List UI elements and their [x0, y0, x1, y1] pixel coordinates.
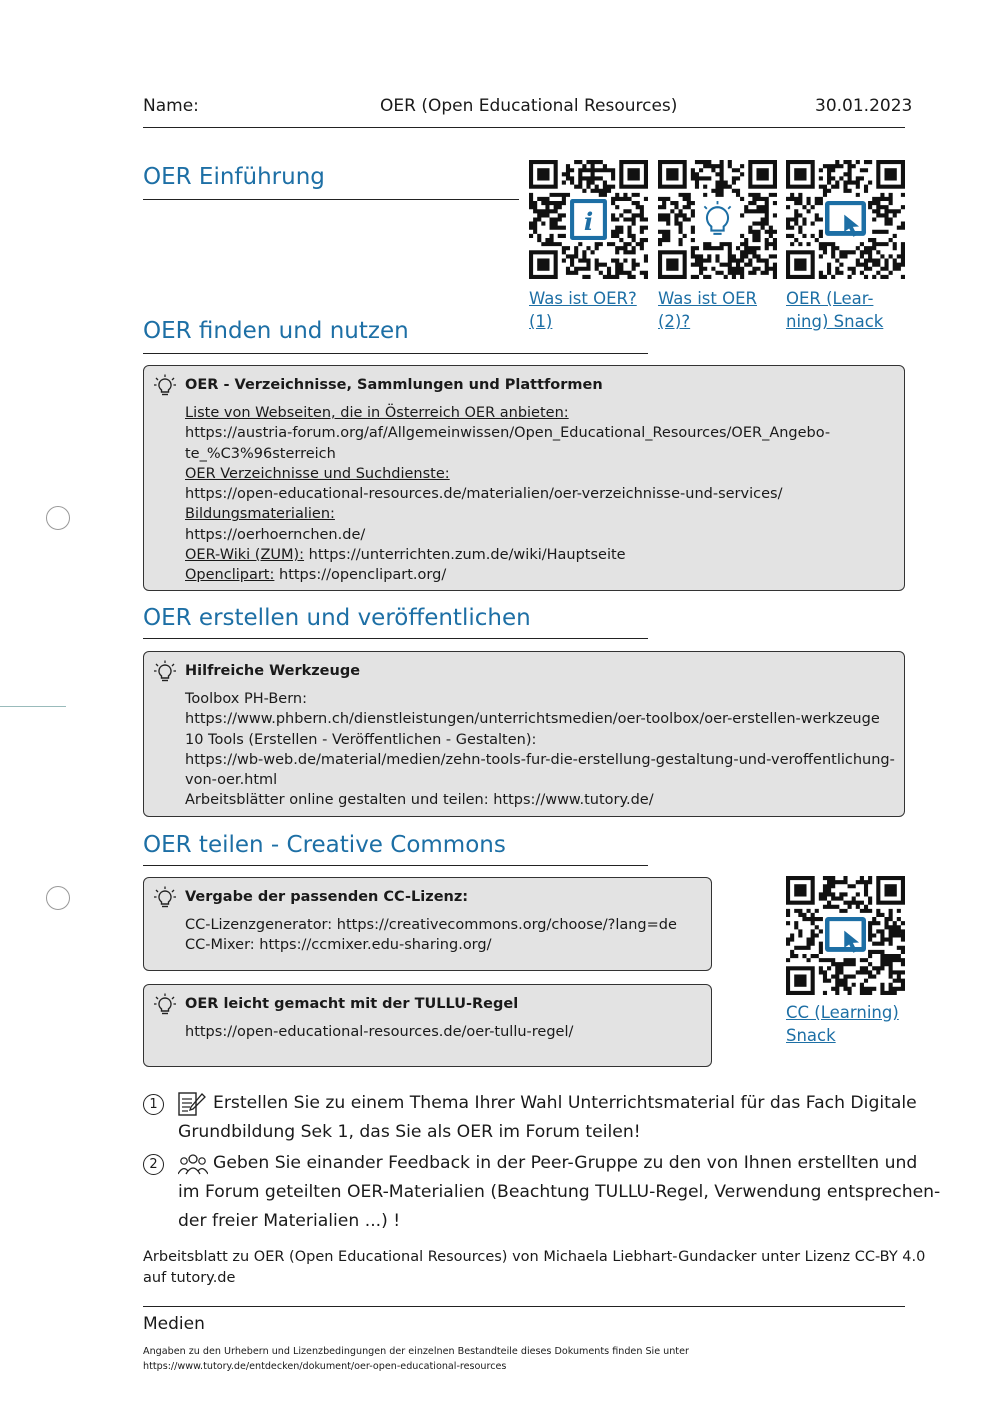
qr-link-oer-learning-snack[interactable]: OER (Lear- ning) Snack: [786, 289, 884, 331]
qr-code[interactable]: [786, 160, 905, 279]
url-austria-forum[interactable]: https://austria-forum.org/af/Allgemeinwissen/Open_Educational_Resources/OER_Angebo-: [185, 425, 831, 442]
section-rule: [143, 638, 648, 639]
url-wb-web-cont[interactable]: von-oer.html: [185, 772, 278, 789]
tutory-line[interactable]: Arbeitsblätter online gestalten und teilen: https://www.tutory.de/: [185, 792, 654, 809]
label-education-materials: Bildungsmaterialien:: [185, 506, 335, 523]
url-phbern[interactable]: https://www.phbern.ch/dienstleistungen/unterrichtsmedien/oer-toolbox/oer-erstellen-werkzeuge: [185, 711, 880, 728]
qr-code[interactable]: [658, 160, 777, 279]
media-title: Medien: [143, 1314, 205, 1334]
label-directories: OER Verzeichnisse und Suchdienste:: [185, 465, 450, 482]
section-rule: [143, 199, 519, 200]
lightbulb-icon: [154, 886, 176, 910]
box-title: Vergabe der passenden CC-Lizenz:: [185, 889, 469, 905]
section-title-find: OER finden und nutzen: [143, 318, 409, 344]
lightbulb-icon: [154, 660, 176, 684]
label-austria-list: Liste von Webseiten, die in Österreich OER anbieten:: [185, 405, 569, 421]
task-number: 2: [143, 1154, 164, 1175]
box-title: OER - Verzeichnisse, Sammlungen und Plattformen: [185, 377, 603, 393]
qr-link-what-is-oer-2[interactable]: Was ist OER (2)?: [658, 289, 757, 331]
header-rule: [143, 127, 905, 128]
label-oer-wiki: OER-Wiki (ZUM):: [185, 547, 305, 564]
name-label: Name:: [143, 96, 199, 116]
url-openclipart[interactable]: https://openclipart.org/: [279, 567, 447, 584]
qr-link-what-is-oer-1[interactable]: Was ist OER? (1): [529, 289, 637, 331]
box-content: [185, 689, 895, 811]
svg-text:i: i: [583, 206, 594, 236]
box-title: OER leicht gemacht mit der TULLU-Regel: [185, 996, 519, 1012]
lightbulb-icon: [154, 993, 176, 1017]
footer-rule: [143, 1306, 905, 1307]
section-title-intro: OER Einführung: [143, 164, 325, 190]
punch-hole-mark: [46, 506, 70, 530]
media-note: Angaben zu den Urhebern und Lizenzbedingungen der einzelnen Bestandteile dieses Dokuments finden Sie unter https://www.tutory.de/entdecken/dokument/oer-open-educational-resources: [143, 1346, 689, 1372]
section-title-share: OER teilen - Creative Commons: [143, 832, 506, 858]
section-rule: [143, 865, 648, 866]
license-box: [143, 877, 712, 971]
fold-mark: [0, 706, 66, 707]
url-austria-forum-cont[interactable]: te_%C3%96sterreich: [185, 445, 336, 462]
task-2-text: Geben Sie einander Feedback in der Peer-Gruppe zu den von Ihnen erstellten und im Forum geteilten OER-Materialien (Beachtung TULLU-Regel, Verwendung entsprechen- der freier Materialien ...) !: [178, 1153, 941, 1231]
qr-code[interactable]: [529, 160, 648, 279]
section-rule: [143, 353, 648, 354]
box-content: [185, 915, 677, 956]
label-toolbox: Toolbox PH-Bern:: [185, 691, 307, 707]
qr-code[interactable]: [786, 876, 905, 995]
cc-generator-line[interactable]: CC-Lizenzgenerator: https://creativecommons.org/choose/?lang=de: [185, 917, 677, 933]
box-title: Hilfreiche Werkzeuge: [185, 663, 361, 679]
url-oer-directories[interactable]: https://open-educational-resources.de/materialien/oer-verzeichnisse-und-services/: [185, 486, 783, 503]
label-10-tools: 10 Tools (Erstellen - Veröffentlichen - Gestalten):: [185, 731, 537, 748]
document-date: 30.01.2023: [815, 96, 913, 116]
lightbulb-icon: [154, 374, 176, 398]
label-openclipart: Openclipart:: [185, 567, 275, 584]
task-1-text: Erstellen Sie zu einem Thema Ihrer Wahl Unterrichtsmaterial für das Fach Digitale Grundbildung Sek 1, das Sie als OER im Forum teilen!: [178, 1093, 917, 1142]
task-number: 1: [143, 1094, 164, 1115]
url-oerhoernchen[interactable]: https://oerhoernchen.de/: [185, 526, 366, 543]
section-title-create: OER erstellen und veröffentlichen: [143, 605, 531, 631]
document-title: OER (Open Educational Resources): [380, 96, 678, 116]
url-wb-web[interactable]: https://wb-web.de/material/medien/zehn-tools-fur-die-erstellung-gestaltung-und-veroffentlichung-: [185, 751, 895, 768]
box-content: [185, 403, 830, 586]
box-content: [185, 1022, 573, 1042]
url-tullu[interactable]: https://open-educational-resources.de/oer-tullu-regel/: [185, 1024, 574, 1040]
directories-box: [143, 365, 905, 591]
qr-link-cc-learning-snack[interactable]: CC (Learning) Snack: [786, 1003, 899, 1045]
tools-box: [143, 651, 905, 817]
cc-mixer-line[interactable]: CC-Mixer: https://ccmixer.edu-sharing.org/: [185, 937, 492, 954]
url-zum-wiki[interactable]: https://unterrichten.zum.de/wiki/Hauptseite: [308, 547, 626, 564]
tullu-box: [143, 984, 712, 1067]
punch-hole-mark: [46, 886, 70, 910]
attribution: Arbeitsblatt zu OER (Open Educational Resources) von Michaela Liebhart-Gundacker unter Lizenz CC-BY 4.0 auf tutory.de: [143, 1249, 926, 1286]
